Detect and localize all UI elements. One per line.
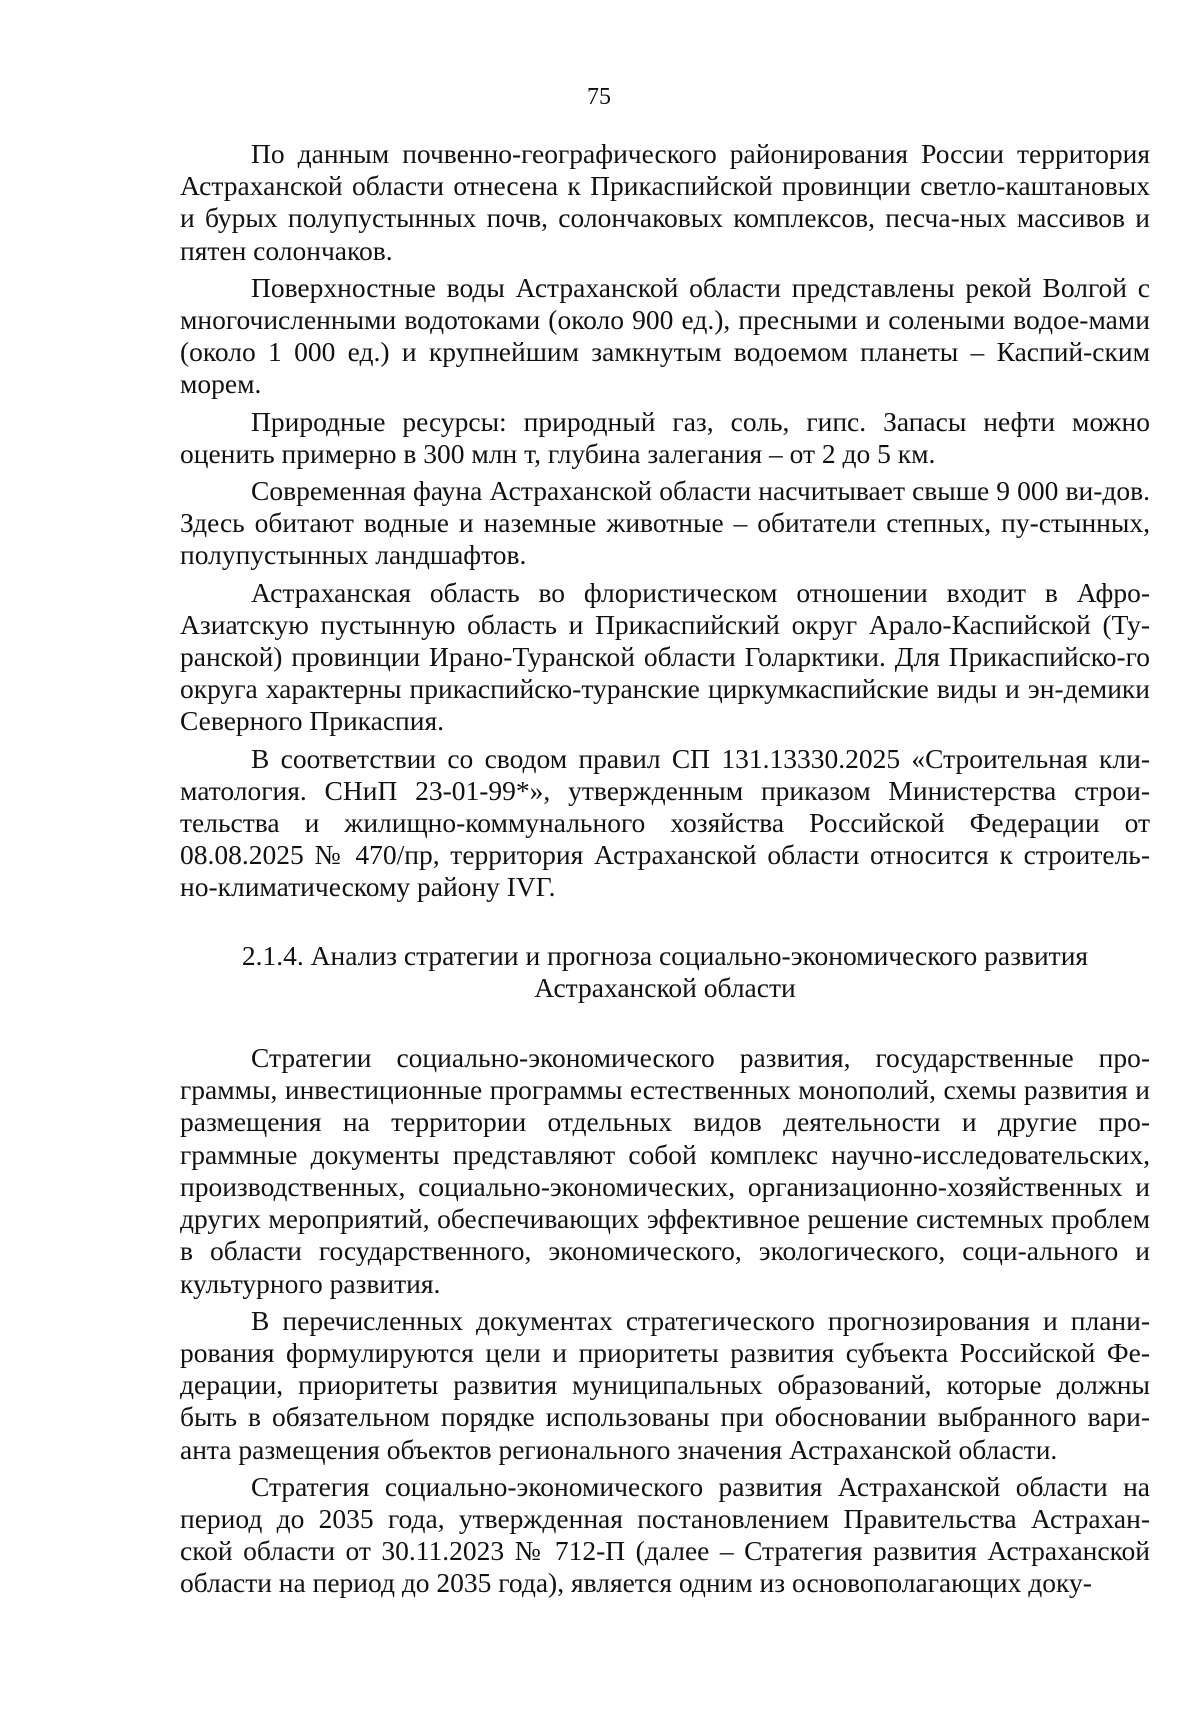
page-number: 75 xyxy=(587,84,611,110)
section-heading-line-1: 2.1.4. Анализ стратегии и прогноза социально-экономического развития xyxy=(241,939,1089,971)
section-heading xyxy=(180,940,1150,1004)
paragraph-natural-resources: Природные ресурсы: природный газ, соль, гипс. Запасы нефти можно оценить примерно в 300 млн т, глубина залегания – от 2 до 5 км. xyxy=(180,405,1150,469)
paragraph-surface-waters: Поверхностные воды Астраханской области представлены рекой Волгой с многочисленными водотоками (около 900 ед.), пресными и солеными водое-мами (около 1 000 ед.) и крупнейшим замкнутым водоемом планеты – Каспий-ским морем. xyxy=(180,271,1150,400)
paragraph-soils: По данным почвенно-географического районирования России территория Астраханской области отнесена к Прикаспийской провинции светло-каштановых и бурых полупустынных почв, солончаковых комплексов, песча-ных массивов и пятен солончаков. xyxy=(180,138,1150,266)
paragraph-strategy-2035: Стратегия социально-экономического развития Астраханской области на период до 2035 года, утвержденная постановлением Правительства Астрахан-ской области от 30.11.2023 № 712-П (далее – Стратегия развития Астраханской области на период до 2035 года), является одним из основополагающих доку- xyxy=(180,1470,1150,1599)
paragraph-flora: Астраханская область во флористическом отношении входит в Афро-Азиатскую пустынную область и Прикаспийский округ Арало-Каспийской (Ту-ранской) провинции Ирано-Туранской области Голарктики. Для Прикаспийско-го округа характерны прикаспийско-туранские циркумкаспийские виды и эн-демики Северного Прикаспия. xyxy=(180,576,1150,737)
paragraph-fauna: Современная фауна Астраханской области насчитывает свыше 9 000 ви-дов. Здесь обитают водные и наземные животные – обитатели степных, пу-стынных, полупустынных ландшафтов. xyxy=(180,475,1150,571)
section-heading-line-2: Астраханской области xyxy=(534,971,796,1003)
paragraph-strategies: Стратегии социально-экономического развития, государственные про-граммы, инвестиционные программы естественных монополий, схемы развития и размещения на территории отдельных видов деятельности и другие про-граммные документы представляют собой комплекс научно-исследовательских, производственных, социально-экономических, организационно-хозяйственных и других мероприятий, обеспечивающих эффективное решение системных проблем в области государственного, экономического, экологического, соци-ального и культурного развития. xyxy=(180,1042,1150,1299)
paragraph-climate: В соответствии со сводом правил СП 131.13330.2025 «Строительная кли-матология. СНиП 23-01-99*», утвержденным приказом Министерства строи-тельства и жилищно-коммунального хозяйства Российской Федерации от 08.08.2025 № 470/пр, территория Астраханской области относится к строитель-но-климатическому району IVГ. xyxy=(180,742,1150,903)
section-body xyxy=(180,1042,1150,1599)
document-body xyxy=(180,138,1150,1605)
paragraph-planning-documents: В перечисленных документах стратегического прогнозирования и плани-рования формулируются цели и приоритеты развития субъекта Российской Фе-дерации, приоритеты развития муниципальных образований, которые должны быть в обязательном порядке использованы при обосновании выбранного вари-анта размещения объектов регионального значения Астраханской области. xyxy=(180,1304,1150,1465)
